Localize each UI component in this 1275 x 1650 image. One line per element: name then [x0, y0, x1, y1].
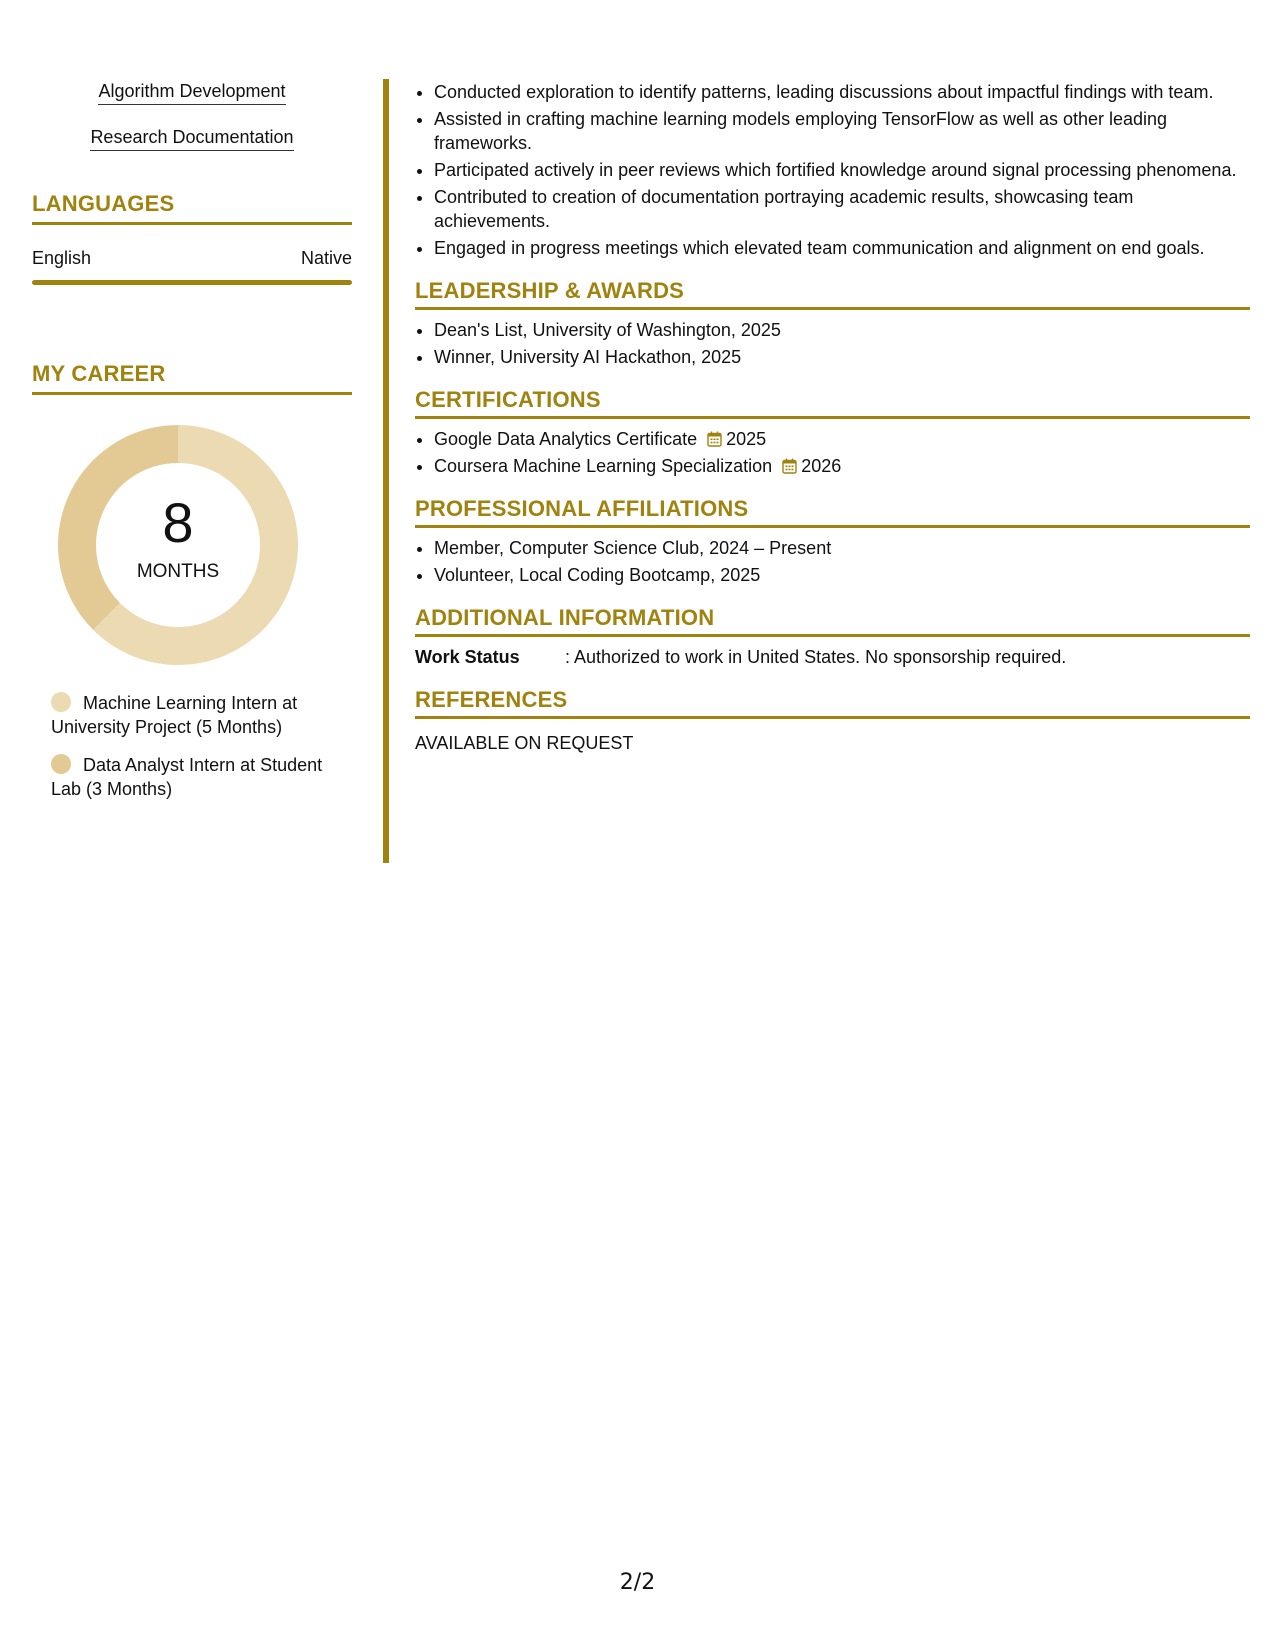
legend-label: Machine Learning Intern at University Project (5 Months) — [51, 693, 298, 737]
certification-name: Coursera Machine Learning Specialization — [434, 456, 773, 476]
additional-info-heading: ADDITIONAL INFORMATION — [415, 605, 1250, 637]
career-total-months: 8 — [162, 491, 194, 554]
language-level: Native — [300, 248, 352, 268]
legend-dot — [51, 692, 71, 712]
certification-year: 2026 — [801, 456, 842, 476]
work-status-value: : Authorized to work in United States. No sponsorship required. — [565, 647, 1067, 667]
career-legend — [32, 691, 352, 801]
experience-bullets — [415, 80, 1250, 260]
additional-info-section — [415, 605, 1250, 669]
legend-item — [51, 753, 331, 801]
list-item: • Participated actively in peer reviews which fortified knowledge around signal processing phenomena. — [434, 158, 1250, 182]
skills-list — [32, 80, 352, 172]
skill-tag: Algorithm Development — [98, 80, 285, 105]
leadership-heading: LEADERSHIP & AWARDS — [415, 278, 1250, 310]
career-total-unit: MONTHS — [136, 561, 220, 582]
certification-year: 2025 — [726, 429, 767, 449]
left-column — [32, 80, 352, 815]
list-item: • Winner, University AI Hackathon, 2025 — [434, 345, 1250, 369]
list-item: • Volunteer, Local Coding Bootcamp, 2025 — [434, 563, 1250, 587]
column-divider — [383, 79, 389, 863]
legend-label: Data Analyst Intern at Student Lab (3 Months) — [51, 755, 323, 799]
affiliations-section — [415, 496, 1250, 587]
certifications-heading: CERTIFICATIONS — [415, 387, 1250, 419]
calendar-icon — [707, 431, 722, 447]
list-item: • Dean's List, University of Washington, 2025 — [434, 318, 1250, 342]
certification-name: Google Data Analytics Certificate — [434, 429, 698, 449]
certifications-section — [415, 387, 1250, 478]
legend-item — [51, 691, 331, 739]
list-item: • Engaged in progress meetings which elevated team communication and alignment on end goals. — [434, 236, 1250, 260]
affiliations-heading: PROFESSIONAL AFFILIATIONS — [415, 496, 1250, 528]
list-item: • Contributed to creation of documentation portraying academic results, showcasing team achievements. — [434, 185, 1250, 233]
right-column — [415, 80, 1250, 755]
career-heading: MY CAREER — [32, 361, 352, 395]
career-donut-chart — [58, 425, 298, 665]
work-status-label: Work Status — [415, 647, 520, 667]
language-level-bar — [32, 280, 352, 285]
skill-tag: Research Documentation — [90, 126, 293, 151]
language-row — [32, 247, 352, 269]
languages-heading: LANGUAGES — [32, 191, 352, 225]
references-text: AVAILABLE ON REQUEST — [415, 733, 634, 753]
language-name: English — [32, 248, 92, 268]
list-item: • Conducted exploration to identify patterns, leading discussions about impactful findings with team. — [434, 80, 1250, 104]
list-item: • Member, Computer Science Club, 2024 – Present — [434, 536, 1250, 560]
page-number: 2/2 — [619, 1570, 656, 1595]
legend-dot — [51, 754, 71, 774]
list-item — [434, 454, 1250, 478]
references-section — [415, 687, 1250, 755]
references-heading: REFERENCES — [415, 687, 1250, 719]
list-item: • Assisted in crafting machine learning models employing TensorFlow as well as other leading frameworks. — [434, 107, 1250, 155]
list-item — [434, 427, 1250, 451]
work-status-row — [415, 645, 1250, 669]
leadership-section — [415, 278, 1250, 369]
calendar-icon — [782, 458, 797, 474]
